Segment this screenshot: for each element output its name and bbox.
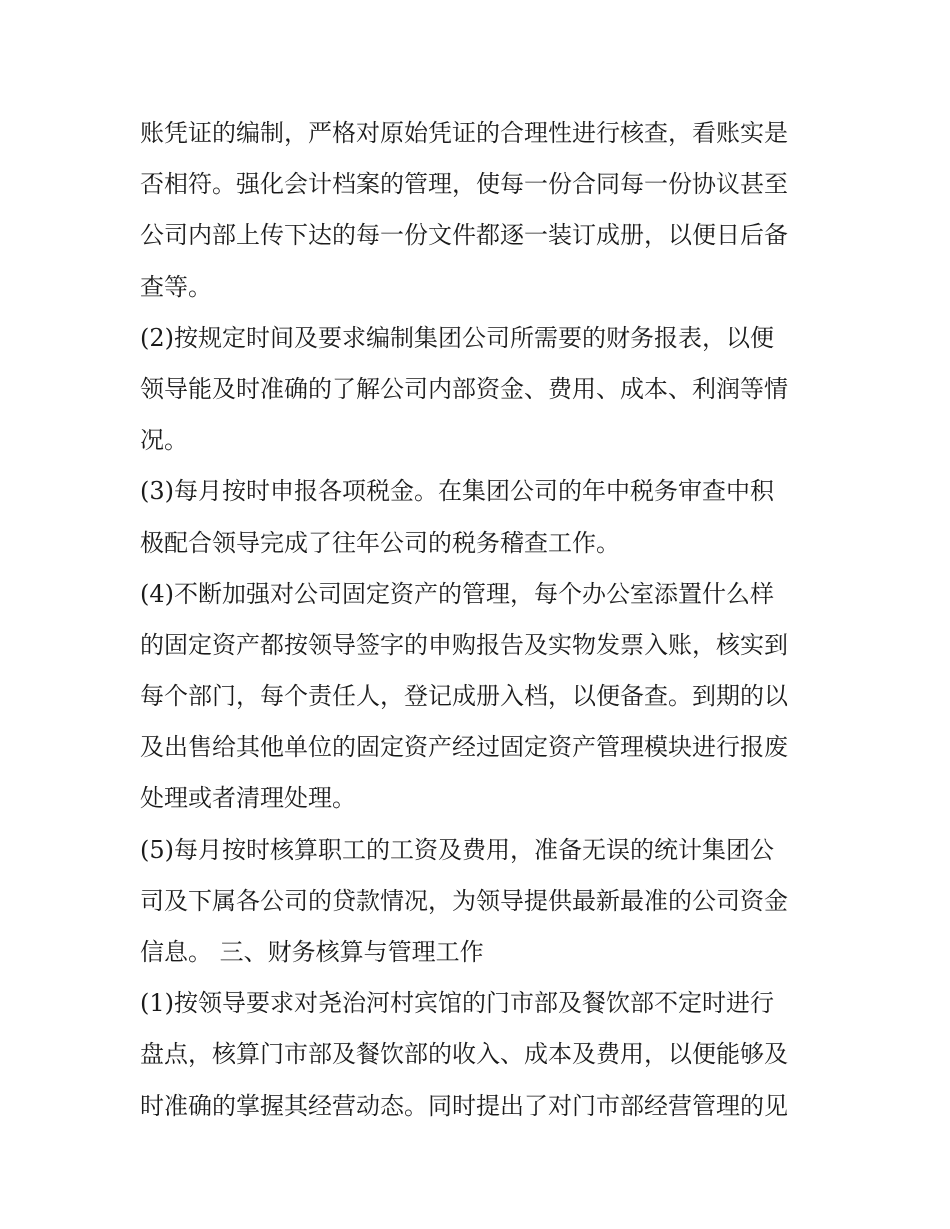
text-line: 极配合领导完成了往年公司的税务稽查工作。: [140, 528, 620, 557]
text-line: 况。: [140, 426, 188, 455]
text-line: 账凭证的编制，严格对原始凭证的合理性进行核查，看账实是: [140, 119, 788, 147]
text-line: 查等。: [140, 272, 212, 301]
text-line: (2)按规定时间及要求编制集团公司所需要的财务报表，以便: [140, 323, 774, 352]
text-line: 司及下属各公司的贷款情况，为领导提供最新最准的公司资金: [140, 886, 788, 915]
text-line: (3)每月按时申报各项税金。在集团公司的年中税务审查中积: [140, 477, 774, 506]
text-line: 盘点，核算门市部及餐饮部的收入、成本及费用，以便能够及: [140, 1040, 788, 1069]
text-line: 的固定资产都按领导签字的申购报告及实物发票入账，核实到: [140, 630, 788, 659]
text-line: 及出售给其他单位的固定资产经过固定资产管理模块进行报废: [140, 733, 788, 762]
text-line: 信息。 三、财务核算与管理工作: [140, 938, 484, 966]
text-line: 处理或者清理处理。: [140, 784, 356, 813]
body-text: [140, 108, 830, 1132]
text-line: 领导能及时准确的了解公司内部资金、费用、成本、利润等情: [140, 374, 788, 403]
text-line: 时准确的掌握其经营动态。同时提出了对门市部经营管理的见: [140, 1091, 788, 1120]
text-line: 否相符。强化会计档案的管理，使每一份合同每一份协议甚至: [140, 170, 788, 199]
text-line: (1)按领导要求对尧治河村宾馆的门市部及餐饮部不定时进行: [140, 989, 774, 1018]
text-line: 每个部门，每个责任人，登记成册入档，以便备查。到期的以: [140, 682, 788, 711]
text-line: 公司内部上传下达的每一份文件都逐一装订成册，以便日后备: [140, 221, 788, 250]
text-line: (4)不断加强对公司固定资产的管理，每个办公室添置什么样: [140, 579, 774, 608]
text-line: (5)每月按时核算职工的工资及费用，准备无误的统计集团公: [140, 835, 774, 864]
